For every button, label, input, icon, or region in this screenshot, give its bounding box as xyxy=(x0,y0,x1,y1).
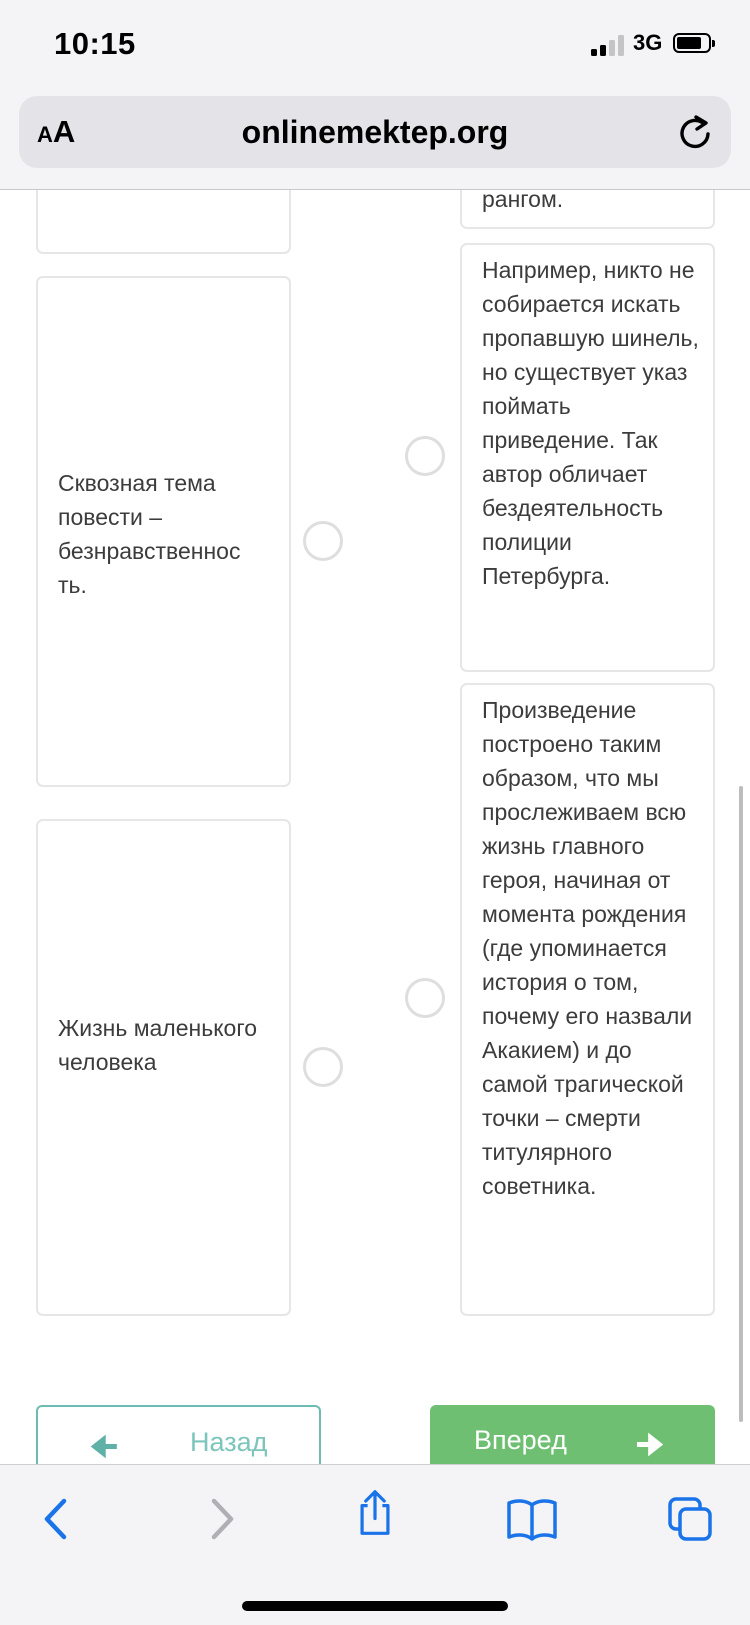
forward-icon[interactable] xyxy=(196,1495,244,1543)
next-button-label: Вперед xyxy=(474,1425,567,1455)
right-option-card[interactable] xyxy=(460,683,715,1316)
left-option-card[interactable] xyxy=(36,276,291,787)
tabs-icon[interactable] xyxy=(666,1495,714,1543)
browser-toolbar xyxy=(0,1464,750,1625)
scrollbar[interactable] xyxy=(739,786,743,1422)
back-button[interactable] xyxy=(36,1405,321,1464)
status-time: 10:15 xyxy=(54,26,136,61)
home-indicator[interactable] xyxy=(242,1601,508,1611)
signal-strength-icon xyxy=(591,34,625,56)
network-type: 3G xyxy=(633,30,663,55)
share-icon[interactable] xyxy=(351,1489,399,1537)
left-option-card[interactable] xyxy=(36,190,291,254)
right-match-radio[interactable] xyxy=(405,436,445,476)
right-option-card[interactable] xyxy=(460,190,715,229)
quiz-content xyxy=(0,190,750,1464)
next-button[interactable] xyxy=(430,1405,715,1464)
left-match-radio[interactable] xyxy=(303,521,343,561)
bookmarks-icon[interactable] xyxy=(506,1495,558,1543)
left-match-radio[interactable] xyxy=(303,1047,343,1087)
left-option-text: Сквозная тема повести – безнравственнос ть. xyxy=(58,470,241,598)
text-size-small: A xyxy=(37,122,53,147)
arrow-right-icon: 🠊 xyxy=(636,1429,664,1462)
right-match-radio[interactable] xyxy=(405,978,445,1018)
browser-address-area xyxy=(0,90,750,190)
battery-icon xyxy=(673,33,711,53)
right-option-card[interactable] xyxy=(460,243,715,672)
arrow-left-icon: 🠈 xyxy=(90,1431,118,1464)
status-bar xyxy=(0,0,750,90)
url-text[interactable]: onlinemektep.org xyxy=(241,114,509,150)
left-option-text: Жизнь маленького человека xyxy=(58,1015,257,1075)
reload-icon[interactable] xyxy=(677,113,713,151)
back-icon[interactable] xyxy=(34,1495,82,1543)
right-option-text: рангом. xyxy=(482,190,564,212)
back-button-label: Назад xyxy=(190,1427,268,1457)
left-option-card[interactable] xyxy=(36,819,291,1316)
right-option-text: Например, никто не собирается искать пропавшую шинель, но существует указ поймать приведение. Так автор обличает бездеятельность полиции Петербурга. xyxy=(482,257,699,589)
right-option-text: Произведение построено таким образом, что мы прослеживаем всю жизнь главного героя, начиная от момента рождения (где упоминается история о том, почему его назвали Акакием) и до самой трагической точки – смерти титулярного советника. xyxy=(482,697,693,1199)
address-bar[interactable] xyxy=(19,96,731,168)
text-size-large: A xyxy=(52,114,76,149)
